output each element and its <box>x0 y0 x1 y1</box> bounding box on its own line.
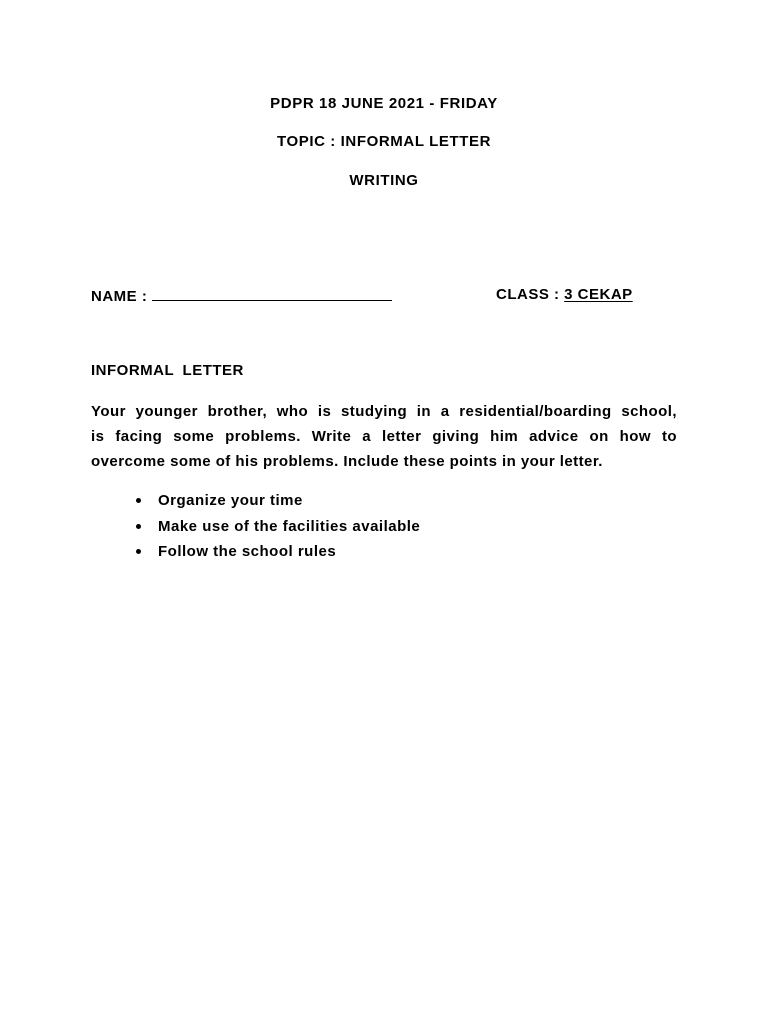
paragraph-line: Your younger brother, who is studying in a residential/boarding school, <box>91 403 677 420</box>
date-heading: PDPR 18 JUNE 2021 - FRIDAY <box>270 95 498 112</box>
bullet-icon <box>136 549 141 554</box>
list-item <box>136 488 420 514</box>
name-label: NAME : <box>91 288 148 305</box>
list-item <box>136 539 420 565</box>
topic-heading: TOPIC : INFORMAL LETTER <box>276 133 492 150</box>
paragraph-line: is facing some problems. Write a letter giving him advice on how to <box>91 428 677 445</box>
skill-heading: WRITING <box>349 172 419 189</box>
class-value: 3 CEKAP <box>564 286 633 303</box>
bullet-icon <box>136 498 141 503</box>
point-text: Organize your time <box>158 492 303 510</box>
section-title: INFORMAL LETTER <box>91 362 244 379</box>
points-list <box>136 488 420 565</box>
name-blank-line <box>152 286 392 301</box>
name-field <box>91 286 392 305</box>
class-label: CLASS : <box>496 286 560 303</box>
point-text: Make use of the facilities available <box>158 517 421 535</box>
class-field <box>496 286 633 303</box>
list-item <box>136 514 420 540</box>
paragraph-line: overcome some of his problems. Include these points in your letter. <box>91 453 603 470</box>
point-text: Follow the school rules <box>158 543 337 561</box>
task-paragraph <box>91 399 677 474</box>
bullet-icon <box>136 524 141 529</box>
